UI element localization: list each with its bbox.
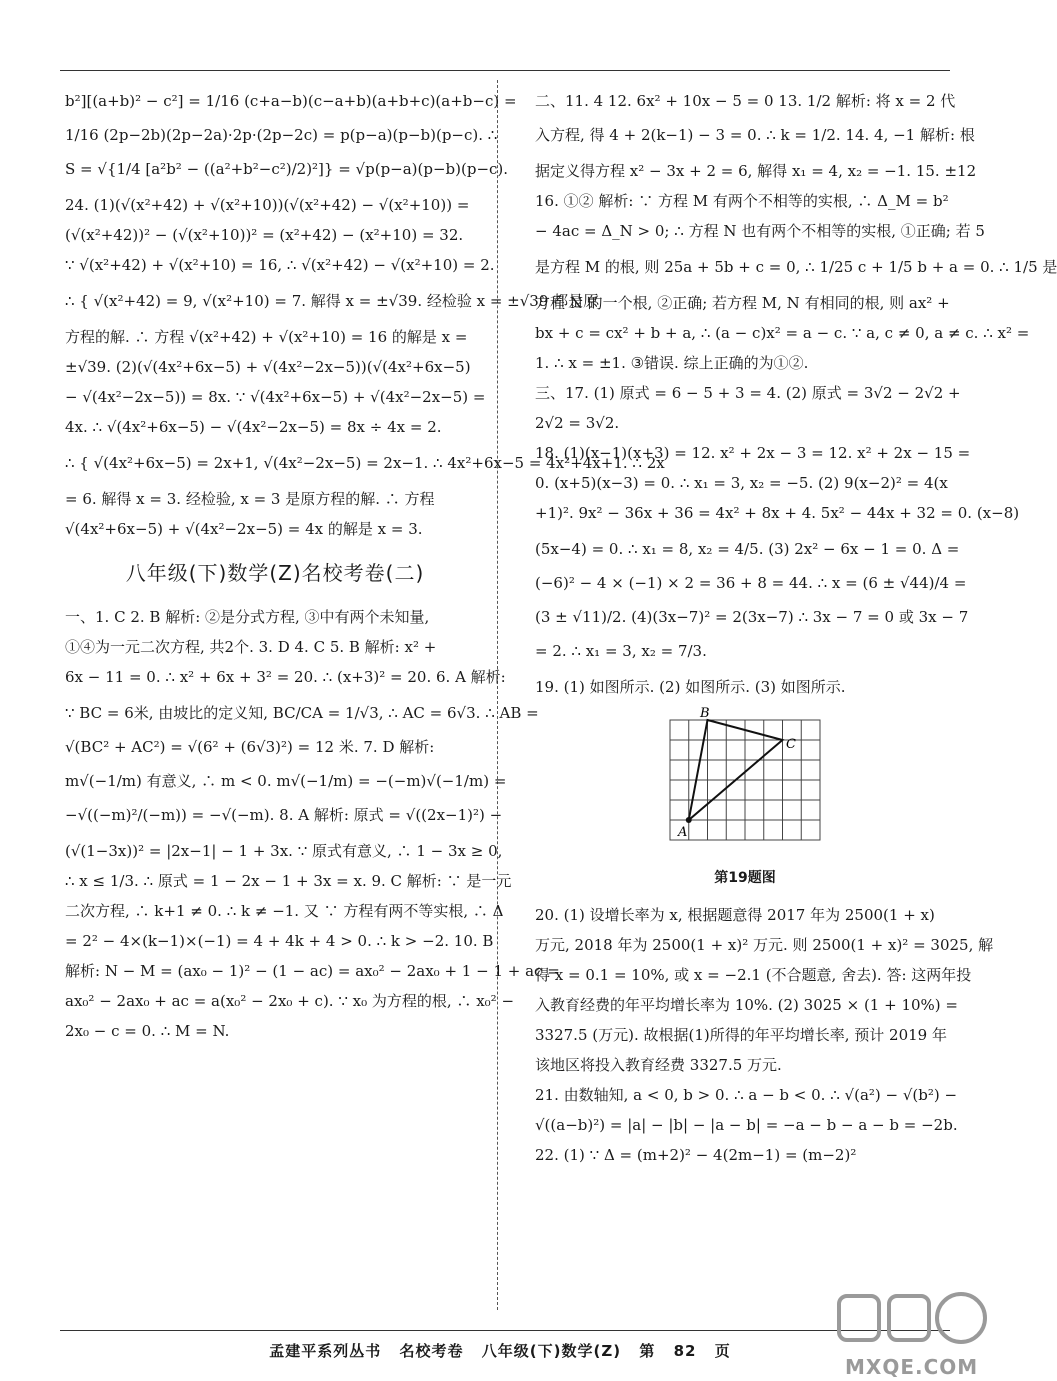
text-line: 据定义得方程 x² − 3x + 2 = 6, 解得 x₁ = 4, x₂ = −1. 15. ±12	[535, 162, 977, 180]
header-rule	[60, 70, 950, 71]
text-line: = 6. 解得 x = 3. 经检验, x = 3 是原方程的解. ∴ 方程	[65, 490, 435, 508]
text-line: ①④为一元二次方程, 共2个. 3. D 4. C 5. B 解析: x² +	[65, 638, 437, 656]
triangle-abc	[689, 720, 783, 820]
footer-rule	[60, 1330, 950, 1331]
text-line: ±√39. (2)(√(4x²+6x−5) + √(4x²−2x−5))(√(4x²+6x−5)	[65, 358, 471, 376]
text-line: = 2. ∴ x₁ = 3, x₂ = 7/3.	[535, 642, 707, 660]
text-line: ∵ √(x²+42) + √(x²+10) = 16, ∴ √(x²+42) − √(x²+10) = 2.	[65, 256, 495, 274]
page-suffix: 页	[714, 1342, 731, 1360]
text-line: 20. (1) 设增长率为 x, 根据题意得 2017 年为 2500(1 + x)	[535, 906, 935, 924]
text-line: 解析: N − M = (ax₀ − 1)² − (1 − ac) = ax₀² − 2ax₀ + 1 − 1 + ac =	[65, 962, 560, 980]
text-line: +1)². 9x² − 36x + 36 = 4x² + 8x + 4. 5x² − 44x + 32 = 0. (x−8)	[535, 504, 1020, 522]
text-line: 3327.5 (万元). 故根据(1)所得的年平均增长率, 预计 2019 年	[535, 1026, 947, 1044]
text-line: 0. (x+5)(x−3) = 0. ∴ x₁ = 3, x₂ = −5. (2) 9(x−2)² = 4(x	[535, 474, 948, 492]
page-prefix: 第	[639, 1342, 656, 1360]
text-line: 2√2 = 3√2.	[535, 414, 620, 432]
text-line: − √(4x²−2x−5)) = 8x. ∵ √(4x²+6x−5) + √(4x²−2x−5) =	[65, 388, 486, 406]
column-divider	[497, 80, 498, 1310]
text-line: ∴ { √(4x²+6x−5) = 2x+1, √(4x²−2x−5) = 2x−1. ∴ 4x²+6x−5 = 4x²+4x+1. ∴ 2x	[65, 454, 665, 472]
text-line: −√((−m)²/(−m)) = −√(−m). 8. A 解析: 原式 = √((2x−1)²) −	[65, 806, 503, 824]
text-line: ax₀² − 2ax₀ + ac = a(x₀² − 2x₀ + c). ∵ x₀ 为方程的根, ∴ x₀² −	[65, 992, 515, 1010]
text-line: 2x₀ − c = 0. ∴ M = N.	[65, 1022, 230, 1040]
text-line: (−6)² − 4 × (−1) × 2 = 36 + 8 = 44. ∴ x = (6 ± √44)/4 =	[535, 574, 967, 592]
text-line: 18. (1)(x−1)(x+3) = 12. x² + 2x − 3 = 12. x² + 2x − 15 =	[535, 444, 971, 462]
text-line: 22. (1) ∵ Δ = (m+2)² − 4(2m−1) = (m−2)²	[535, 1146, 857, 1164]
text-line: (5x−4) = 0. ∴ x₁ = 8, x₂ = 4/5. (3) 2x² − 6x − 1 = 0. Δ =	[535, 540, 960, 558]
text-line: ∵ BC = 6米, 由坡比的定义知, BC/CA = 1/√3, ∴ AC = 6√3. ∴ AB =	[65, 704, 539, 722]
text-line: 入方程, 得 4 + 2(k−1) − 3 = 0. ∴ k = 1/2. 14. 4, −1 解析: 根	[535, 126, 975, 144]
label-c: C	[786, 737, 796, 752]
text-line: ∴ { √(x²+42) = 9, √(x²+10) = 7. 解得 x = ±√39. 经检验 x = ±√39 都是原	[65, 292, 599, 310]
text-line: 二、11. 4 12. 6x² + 10x − 5 = 0 13. 1/2 解析: 将 x = 2 代	[535, 92, 956, 110]
text-line: 24. (1)(√(x²+42) + √(x²+10))(√(x²+42) − √(x²+10)) =	[65, 196, 470, 214]
grid-figure	[660, 706, 830, 862]
text-line: 该地区将投入教育经费 3327.5 万元.	[535, 1056, 782, 1074]
text-line: bx + c = cx² + b + a, ∴ (a − c)x² = a − c. ∵ a, c ≠ 0, a ≠ c. ∴ x² =	[535, 324, 1030, 342]
figure-caption: 第19题图	[714, 870, 776, 886]
text-line: 4x. ∴ √(4x²+6x−5) − √(4x²−2x−5) = 8x ÷ 4x = 2.	[65, 418, 442, 436]
series-name: 孟建平系列丛书	[269, 1342, 382, 1360]
text-line: 1/16 (2p−2b)(2p−2a)·2p·(2p−2c) = p(p−a)(p−b)(p−c). ∴	[65, 126, 498, 144]
text-line: √(BC² + AC²) = √(6² + (6√3)²) = 12 米. 7. D 解析:	[65, 738, 435, 756]
text-line: (3 ± √11)/2. (4)(3x−7)² = 2(3x−7) ∴ 3x − 7 = 0 或 3x − 7	[535, 608, 969, 626]
label-b: B	[700, 706, 710, 721]
text-line: (√(1−3x))² = |2x−1| − 1 + 3x. ∵ 原式有意义, ∴ 1 − 3x ≥ 0,	[65, 842, 503, 860]
point-a	[686, 817, 692, 823]
right-column	[535, 80, 1057, 1170]
subject-label: 八年级(下)数学(Z)	[481, 1342, 622, 1360]
text-line: 16. ①② 解析: ∵ 方程 M 有两个不相等的实根, ∴ Δ_M = b²	[535, 192, 949, 210]
text-line: 方程 N 的一个根, ②正确; 若方程 M, N 有相同的根, 则 ax² +	[535, 294, 950, 312]
grid-lines	[670, 720, 820, 840]
text-line: b²][(a+b)² − c²] = 1/16 (c+a−b)(c−a+b)(a+b+c)(a+b−c) =	[65, 92, 517, 110]
text-line: S = √{1/4 [a²b² − ((a²+b²−c²)/2)²]} = √p(p−a)(p−b)(p−c).	[65, 160, 509, 178]
text-line: 二次方程, ∴ k+1 ≠ 0. ∴ k ≠ −1. 又 ∵ 方程有两不等实根, ∴ Δ	[65, 902, 504, 920]
text-line: − 4ac = Δ_N > 0; ∴ 方程 N 也有两个不相等的实根, ①正确; 若 5	[535, 222, 985, 240]
text-line: 万元, 2018 年为 2500(1 + x)² 万元. 则 2500(1 + x)² = 3025, 解	[535, 936, 994, 954]
text-line: 19. (1) 如图所示. (2) 如图所示. (3) 如图所示.	[535, 678, 846, 696]
text-line: (√(x²+42))² − (√(x²+10))² = (x²+42) − (x²+10) = 32.	[65, 226, 464, 244]
text-line: 1. ∴ x = ±1. ③错误. 综上正确的为①②.	[535, 354, 809, 372]
text-line: m√(−1/m) 有意义, ∴ m < 0. m√(−1/m) = −(−m)√(−1/m) =	[65, 772, 507, 790]
text-line: 方程的解. ∴ 方程 √(x²+42) + √(x²+10) = 16 的解是 x =	[65, 328, 468, 346]
text-line: 入教育经费的年平均增长率为 10%. (2) 3025 × (1 + 10%) =	[535, 996, 958, 1014]
page-number: 82	[673, 1342, 697, 1360]
text-line: ∴ x ≤ 1/3. ∴ 原式 = 1 − 2x − 1 + 3x = x. 9. C 解析: ∵ 是一元	[65, 872, 512, 890]
book-name: 名校考卷	[399, 1342, 464, 1360]
text-line: 一、1. C 2. B 解析: ②是分式方程, ③中有两个未知量,	[65, 608, 430, 626]
text-line: √((a−b)²) = |a| − |b| − |a − b| = −a − b − a − b = −2b.	[535, 1116, 958, 1134]
text-line: 得 x = 0.1 = 10%, 或 x = −2.1 (不合题意, 舍去). 答: 这两年投	[535, 966, 972, 984]
triangle-grid-diagram	[660, 706, 830, 852]
watermark-text: MXQE.COM	[845, 1355, 979, 1379]
text-line: 是方程 M 的根, 则 25a + 5b + c = 0, ∴ 1/25 c + 1/5 b + a = 0. ∴ 1/5 是	[535, 258, 1057, 276]
section-title: 八年级(下)数学(Z)名校考卷(二)	[125, 561, 425, 585]
label-a: A	[678, 825, 688, 840]
text-line: 三、17. (1) 原式 = 6 − 5 + 3 = 4. (2) 原式 = 3√2 − 2√2 +	[535, 384, 961, 402]
text-line: 6x − 11 = 0. ∴ x² + 6x + 3² = 20. ∴ (x+3)² = 20. 6. A 解析:	[65, 668, 506, 686]
text-line: = 2² − 4×(k−1)×(−1) = 4 + 4k + 4 > 0. ∴ k > −2. 10. B	[65, 932, 494, 950]
text-line: 21. 由数轴知, a < 0, b > 0. ∴ a − b < 0. ∴ √(a²) − √(b²) −	[535, 1086, 958, 1104]
text-line: √(4x²+6x−5) + √(4x²−2x−5) = 4x 的解是 x = 3.	[65, 520, 423, 538]
